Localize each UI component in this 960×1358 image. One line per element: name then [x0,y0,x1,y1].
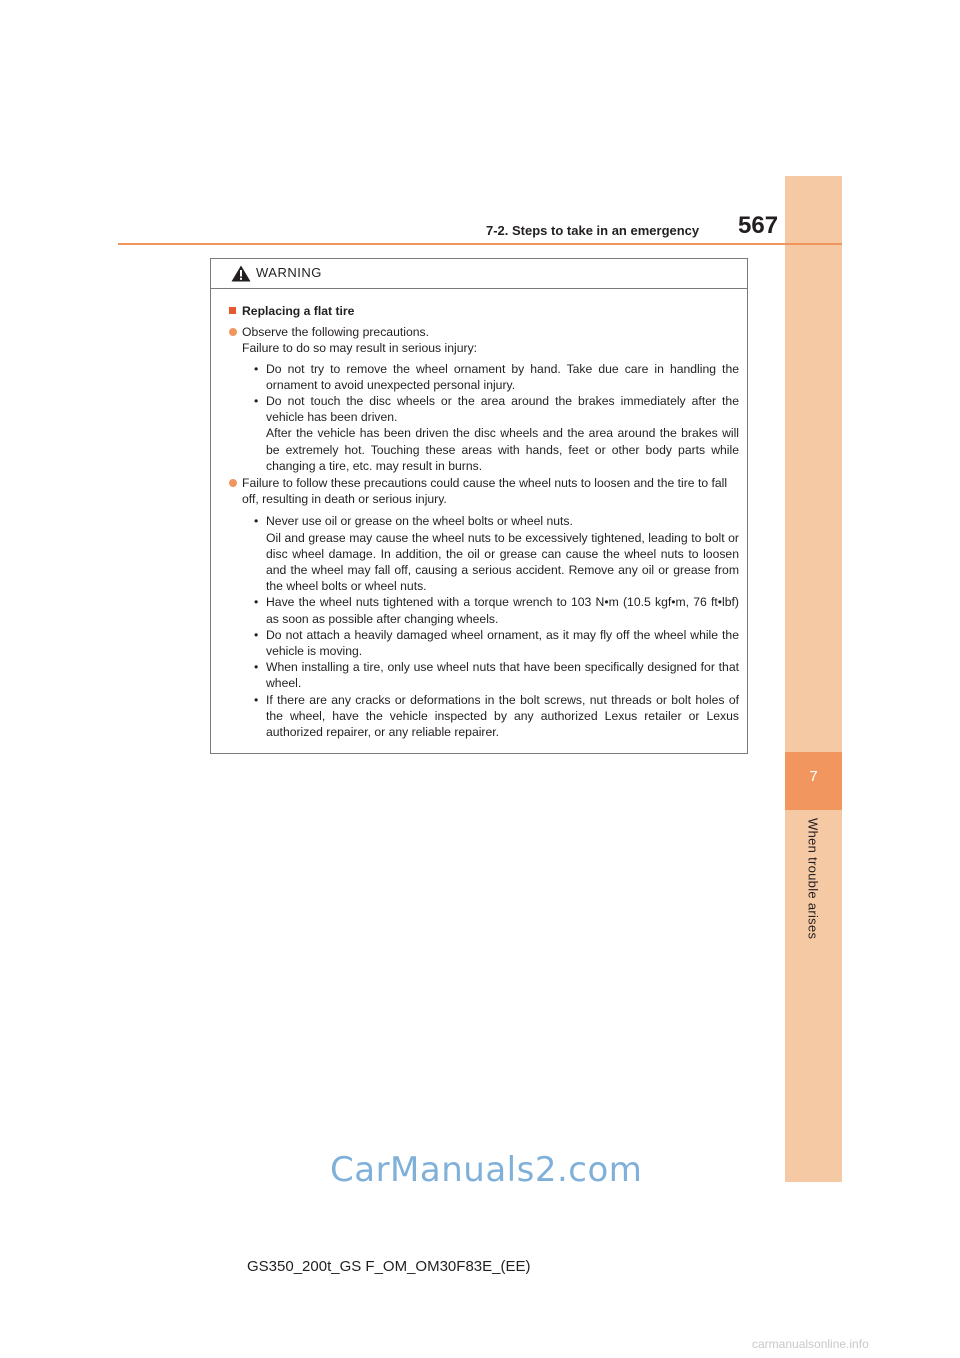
precaution-list-2 [228,513,739,740]
warning-heading: Replacing a flat tire [228,303,739,319]
chapter-number: 7 [809,768,818,785]
precaution-item-1-line2: Failure to do so may result in serious injury: [242,341,478,356]
list-item-text: Oil and grease may cause the wheel nuts to be excessively tightened, leading to bolt or disc wheel damage. In addition, the oil or grease can cause the wheel nuts to loosen and the wheel may fall off, causing a serious accident. Remove any oil or grease from the wheel bolts or wheel nuts. [266,530,739,594]
list-item: • Have the wheel nuts tightened with a torque wrench to 103 N•m (10.5 kgf•m, 76 ft•lbf) as soon as possible after changing wheels. [228,594,739,626]
warning-header [211,259,747,289]
warning-title: WARNING [256,265,322,280]
list-item: • If there are any cracks or deformations in the bolt screws, nut threads or bolt holes of the wheel, have the vehicle inspected by any authorized Lexus retailer or Lexus authorized repairer, or any reliable repairer. [228,692,739,741]
document-code: GS350_200t_GS F_OM_OM30F83E_(EE) [247,1258,531,1275]
precaution-item-2: Failure to follow these precautions could cause the wheel nuts to loosen and the tire to fall off, resulting in death or serious injury. [228,475,739,507]
chapter-side-tab [785,176,842,1182]
list-item: • Do not attach a heavily damaged wheel ornament, as it may fly off the wheel while the vehicle is moving. [228,627,739,659]
page-number: 567 [738,212,779,239]
chapter-title: When trouble arises [805,818,821,940]
site-credit: carmanualsonline.info [752,1337,869,1351]
warning-triangle-icon [231,265,251,282]
list-item: • Do not try to remove the wheel ornament by hand. Take due care in handling the ornament to avoid unexpected personal injury. [228,361,739,393]
section-title: 7-2. Steps to take in an emergency [486,223,700,238]
list-item-text: After the vehicle has been driven the disc wheels and the area around the brakes will be extremely hot. Touching these areas with hands, feet or other body parts while changing a tire, etc. may result in burns. [266,426,739,473]
watermark-logo: CarManuals2.com [330,1150,643,1190]
precaution-item-1 [228,324,739,356]
header-rule [118,243,842,245]
warning-body [211,289,747,740]
list-item [228,393,739,474]
list-item-text: • Do not touch the disc wheels or the area around the brakes immediately after the vehicle has been driven. [266,394,739,425]
warning-box [210,258,748,754]
precaution-item-1-line1: Observe the following precautions. [242,325,429,340]
list-item-text: • Never use oil or grease on the wheel bolts or wheel nuts. [266,514,573,529]
precaution-list-1 [228,361,739,474]
list-item [228,513,739,594]
list-item: • When installing a tire, only use wheel nuts that have been specifically designed for that wheel. [228,659,739,691]
